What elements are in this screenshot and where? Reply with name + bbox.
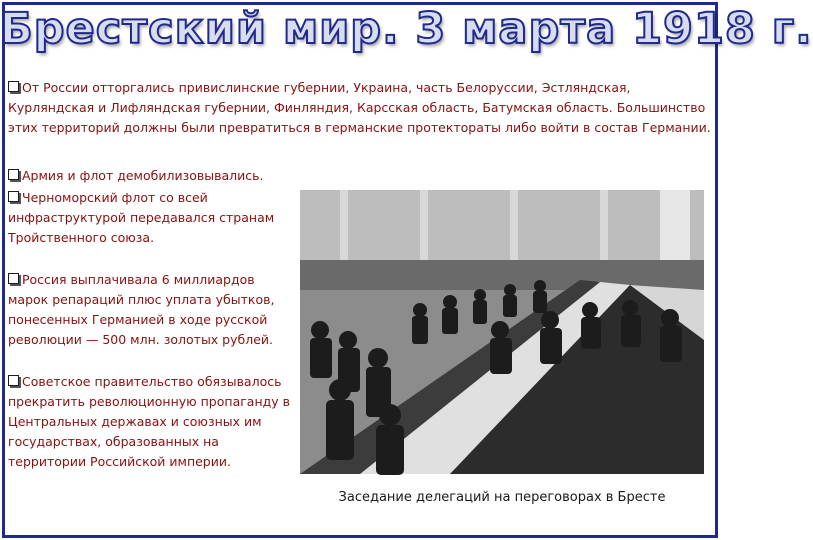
paragraph-text: Россия выплачивала 6 миллиардов марок репараций плюс уплата убытков, понесенных Германией в ходе русской революции — 500 млн. золотых рублей.: [8, 272, 275, 347]
paragraph-demobilization: [8, 166, 303, 186]
paragraph-propaganda: [8, 372, 293, 472]
photo-illustration: [300, 190, 704, 474]
square-bullet-icon: [8, 273, 19, 284]
paragraph-reparations: [8, 270, 293, 350]
paragraph-text: Черноморский флот со всей инфраструктурой передавался странам Тройственного союза.: [8, 190, 275, 245]
square-bullet-icon: [8, 81, 19, 92]
paragraph-territories: [8, 78, 714, 138]
paragraph-text: Армия и флот демобилизовывались.: [22, 168, 264, 183]
square-bullet-icon: [8, 169, 19, 180]
slide-title: Брестский мир. 3 марта 1918 г.: [0, 4, 813, 54]
square-bullet-icon: [8, 375, 19, 386]
paragraph-text: От России отторгались привислинские губернии, Украина, часть Белоруссии, Эстляндская, Курляндская и Лифляндская губернии, Финляндия, Карсская область, Батумская область. Большинство этих территорий должны были превратиться в германские протектораты либо войти в состав Германии.: [8, 80, 711, 135]
square-bullet-icon: [8, 191, 19, 202]
negotiation-photo: [300, 190, 704, 474]
paragraph-black-sea-fleet: [8, 188, 293, 248]
paragraph-text: Советское правительство обязывалось прекратить революционную пропаганду в Центральных державах и союзных им государствах, образованных на территории Российской империи.: [8, 374, 291, 469]
photo-caption: Заседание делегаций на переговорах в Бресте: [338, 490, 666, 505]
